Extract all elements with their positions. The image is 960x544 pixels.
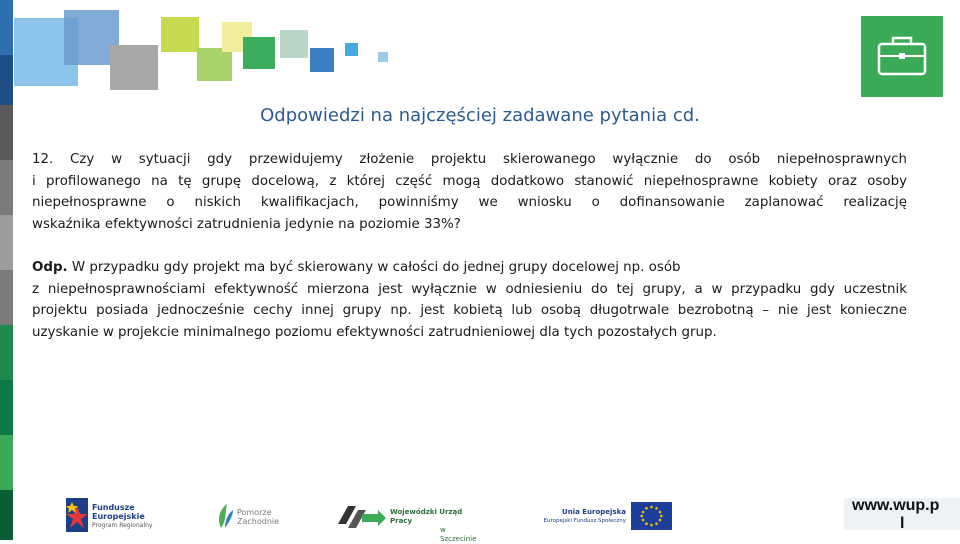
answer-line: z niepełnosprawnościami efektywność mierzona jest wyłącznie w odniesieniu do tej grupy, a w przypadku gdy uczestnik — [32, 281, 907, 297]
briefcase-tile — [861, 16, 943, 97]
answer-line: projektu posiada jednocześnie cechy innej grupy np. jest kobietą lub osobą długotrwale bezrobotną – nie jest konieczne — [32, 303, 907, 318]
briefcase-icon — [861, 16, 943, 97]
logo1-line: Fundusze — [92, 503, 135, 512]
footer-logos — [0, 490, 960, 543]
logo4-line: Unia Europejska — [562, 508, 626, 516]
logo3-line: Wojewódzki Urząd Pracy — [390, 508, 463, 525]
logo3-line: w Szczecinie — [440, 526, 477, 543]
answer-paragraph — [32, 257, 907, 343]
logo4-line: Europejski Fundusz Społeczny — [543, 518, 626, 524]
fe-star-icon — [66, 498, 88, 532]
logo-pomorze-zachodnie — [215, 490, 285, 540]
question-line: niepełnosprawne o niskich kwalifikacjach, powinniśmy we wniosku o dofinansowanie zaplanować realizację — [32, 195, 907, 210]
logo-wup-szczecin — [338, 490, 483, 543]
wup-mark-icon — [338, 502, 386, 532]
leaf-icon — [215, 502, 235, 530]
logo2-line: Zachodnie — [237, 517, 280, 526]
answer-line: uzyskanie w projekcie minimalnego poziomu efektywności zatrudnieniowej dla tych pozostałych grup. — [32, 324, 717, 340]
answer-line-first — [32, 257, 907, 279]
question-line: i profilowanego na tę grupę docelową, z której część mogą dodatkowo stanowić niepełnosprawne kobiety oraz osoby — [32, 173, 907, 189]
answer-label: Odp. — [32, 260, 68, 275]
eu-flag-icon — [631, 502, 672, 530]
logo-fundusze-europejskie — [66, 490, 156, 540]
page-title: Odpowiedzi na najczęściej zadawane pytania cd. — [260, 105, 700, 126]
question-line: wskaźnika efektywności zatrudnienia jedynie na poziomie 33%? — [32, 216, 461, 232]
logo2-line: Pomorze — [237, 508, 272, 517]
website-url[interactable] — [844, 498, 960, 530]
left-color-strip — [0, 0, 13, 540]
website-url-part1[interactable]: www.wup.p — [852, 497, 940, 514]
answer-line: W przypadku gdy projekt ma być skierowany w całości do jednej grupy docelowej np. osób — [67, 260, 681, 275]
question-paragraph — [32, 149, 907, 235]
logo1-line: Europejskie — [92, 512, 145, 521]
logo-unia-europejska — [540, 490, 680, 540]
website-url-part2[interactable]: l — [900, 515, 905, 532]
question-line: 12. Czy w sytuacji gdy przewidujemy złożenie projektu skierowanego wyłącznie do osób niepełnosprawnych — [32, 152, 907, 167]
logo1-line: Program Regionalny — [92, 522, 153, 529]
